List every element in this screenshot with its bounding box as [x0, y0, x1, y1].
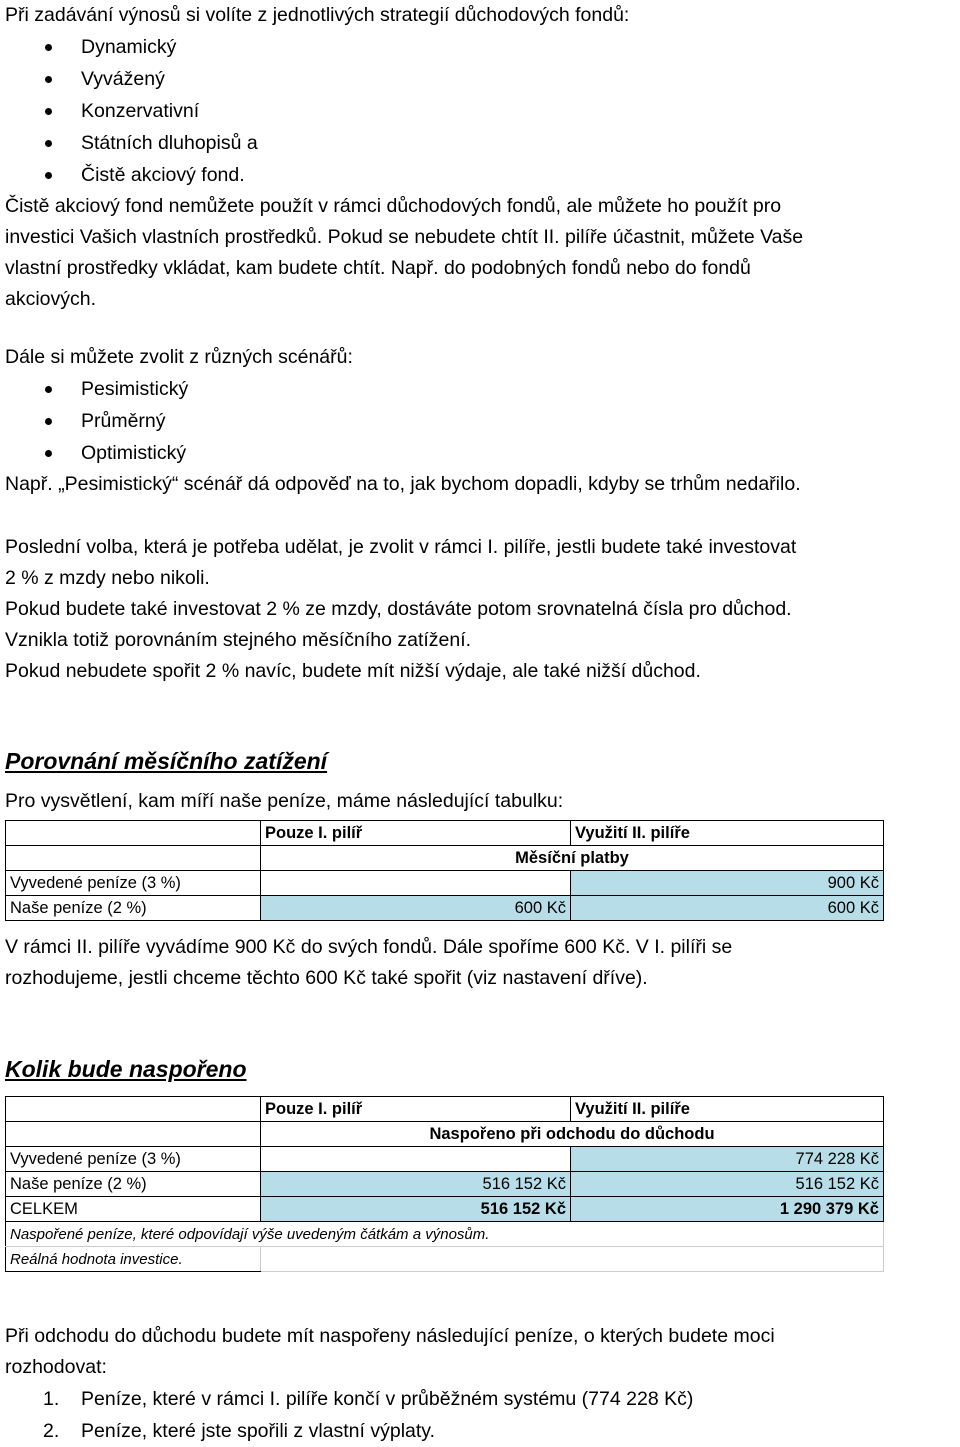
list-number: 1.	[43, 1388, 60, 1410]
paragraph-line: 2 % z mzdy nebo nikoli.	[5, 567, 210, 589]
row-label: Naše peníze (2 %)	[6, 1172, 261, 1197]
table-cell	[6, 846, 261, 871]
table-header-row	[6, 1097, 884, 1122]
list-item: 2. Peníze, které jste spořili z vlastní výplaty.	[5, 1415, 775, 1447]
paragraph-line: Pokud nebudete spořit 2 % navíc, budete mít nižší výdaje, ale také nižší důchod.	[5, 660, 701, 682]
outro-section	[5, 1321, 775, 1447]
table-cell	[6, 1097, 261, 1122]
list-item: Dynamický	[5, 31, 803, 63]
list-item: Státních dluhopisů a	[5, 127, 803, 159]
subheader-cell: Měsíční platby	[261, 846, 884, 871]
column-header: Pouze I. pilíř	[261, 1097, 571, 1122]
saved-table-wrap	[5, 1096, 884, 1272]
column-header: Využití II. pilíře	[571, 821, 884, 846]
paragraph-line: Pokud budete také investovat 2 % ze mzdy, dostáváte potom srovnatelná čísla pro důchod.	[5, 598, 792, 620]
table-cell: 516 152 Kč	[261, 1197, 571, 1222]
table-cell: 1 290 379 Kč	[571, 1197, 884, 1222]
section-heading: Porovnání měsíčního zatížení	[5, 748, 328, 774]
list-item: Čistě akciový fond.	[5, 159, 803, 191]
bullet-icon	[45, 450, 52, 457]
monthly-table	[5, 820, 884, 921]
bullet-icon	[45, 108, 52, 115]
paragraph-line: rozhodujeme, jestli chceme těchto 600 Kč také spořit (viz nastavení dříve).	[5, 967, 648, 989]
table-cell: 774 228 Kč	[571, 1147, 884, 1172]
strategy-list	[5, 31, 803, 191]
table-cell	[6, 1122, 261, 1147]
intro-line: Při zadávání výnosů si volíte z jednotlivých strategií důchodových fondů:	[5, 4, 630, 26]
table-note-row	[6, 1222, 884, 1247]
row-label: Vyvedené peníze (3 %)	[6, 871, 261, 896]
table-cell	[261, 1247, 884, 1272]
paragraph-line: Poslední volba, která je potřeba udělat, je zvolit v rámci I. pilíře, jestli budete také investovat	[5, 536, 797, 558]
table-row	[6, 896, 884, 921]
list-number: 2.	[43, 1420, 60, 1442]
row-label: CELKEM	[6, 1197, 261, 1222]
table-cell: 600 Kč	[261, 896, 571, 921]
column-header: Pouze I. pilíř	[261, 821, 571, 846]
note-cell: Naspořené peníze, které odpovídají výše uvedeným čátkám a výnosům.	[6, 1222, 571, 1247]
last-choice-section	[5, 532, 796, 687]
table-note-row	[6, 1247, 884, 1272]
table-cell: 516 152 Kč	[261, 1172, 571, 1197]
column-header: Využití II. pilíře	[571, 1097, 884, 1122]
table-row	[6, 871, 884, 896]
section-heading: Kolik bude naspořeno	[5, 1056, 247, 1082]
row-label: Naše peníze (2 %)	[6, 896, 261, 921]
table-cell: 600 Kč	[571, 896, 884, 921]
table-cell: 900 Kč	[571, 871, 884, 896]
bullet-icon	[45, 172, 52, 179]
paragraph-line: investici Vašich vlastních prostředků. Pokud se nebudete chtít II. pilíře účastnit, můžete Vaše	[5, 226, 804, 248]
subheader-cell: Naspořeno při odchodu do důchodu	[261, 1122, 884, 1147]
table-cell: 516 152 Kč	[571, 1172, 884, 1197]
table-subheader-row	[6, 846, 884, 871]
section-saved	[5, 1054, 247, 1084]
table-row	[6, 1147, 884, 1172]
bullet-icon	[45, 140, 52, 147]
saved-table	[5, 1096, 884, 1272]
bullet-icon	[45, 418, 52, 425]
list-item: 1. Peníze, které v rámci I. pilíře končí v průběžném systému (774 228 Kč)	[5, 1383, 775, 1415]
paragraph-line: akciových.	[5, 288, 97, 310]
table-row	[6, 1172, 884, 1197]
table-subheader-row	[6, 1122, 884, 1147]
intro-section	[5, 0, 803, 315]
table-cell	[261, 1147, 571, 1172]
scenarios-line: Dále si můžete zvolit z různých scénářů:	[5, 346, 353, 368]
monthly-table-wrap	[5, 820, 884, 921]
paragraph-line: Vznikla totiž porovnáním stejného měsíčního zatížení.	[5, 629, 472, 651]
bullet-icon	[45, 76, 52, 83]
section-intro: Pro vysvětlení, kam míří naše peníze, máme následující tabulku:	[5, 790, 564, 812]
outcome-list	[5, 1383, 775, 1447]
table-cell	[571, 1222, 884, 1247]
table-cell	[6, 821, 261, 846]
note-cell: Reálná hodnota investice.	[6, 1247, 261, 1272]
paragraph-line: Čistě akciový fond nemůžete použít v rámci důchodových fondů, ale můžete ho použít pro	[5, 195, 782, 217]
bullet-icon	[45, 386, 52, 393]
paragraph-line: V rámci II. pilíře vyvádíme 900 Kč do svých fondů. Dále spoříme 600 Kč. V I. pilíři se	[5, 936, 733, 958]
table-cell	[261, 871, 571, 896]
list-item: Konzervativní	[5, 95, 803, 127]
paragraph-line: rozhodovat:	[5, 1356, 107, 1378]
section-monthly	[5, 746, 563, 817]
bullet-icon	[45, 44, 52, 51]
scenarios-section	[5, 342, 801, 500]
list-item: Optimistický	[5, 437, 801, 469]
section-monthly-after	[5, 932, 732, 994]
row-label: Vyvedené peníze (3 %)	[6, 1147, 261, 1172]
scenario-list	[5, 373, 801, 469]
list-item: Pesimistický	[5, 373, 801, 405]
table-row-total	[6, 1197, 884, 1222]
paragraph-line: vlastní prostředky vkládat, kam budete chtít. Např. do podobných fondů nebo do fondů	[5, 257, 751, 279]
list-item: Průměrný	[5, 405, 801, 437]
list-item: Vyvážený	[5, 63, 803, 95]
paragraph-line: Při odchodu do důchodu budete mít naspořeny následující peníze, o kterých budete moci	[5, 1325, 775, 1347]
scenario-example: Např. „Pesimistický“ scénář dá odpověď na to, jak bychom dopadli, kdyby se trhům nedařilo.	[5, 473, 801, 495]
table-header-row	[6, 821, 884, 846]
